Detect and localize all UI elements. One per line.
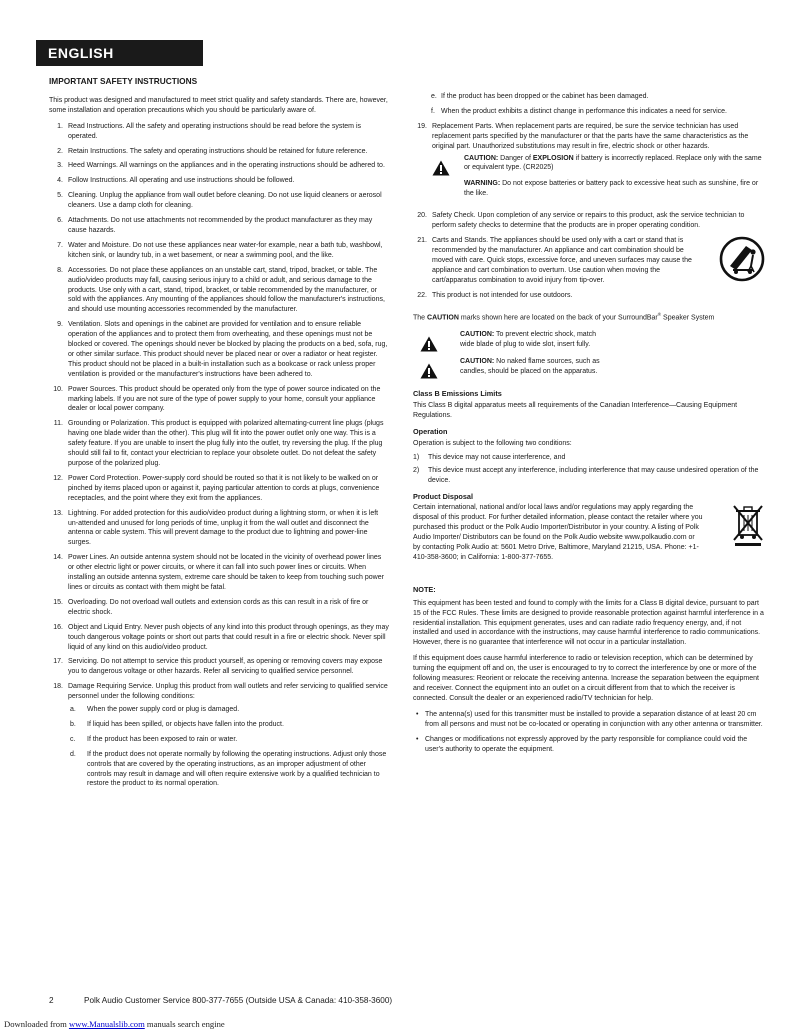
customer-service-line: Polk Audio Customer Service 800-377-7655 (Outside USA & Canada: 410-358-3600)	[84, 996, 393, 1005]
damage-condition: b. If liquid has been spilled, or objects have fallen into the product.	[70, 720, 284, 728]
page-number: 2	[49, 996, 54, 1005]
instruction-item: 10. Power Sources. This product should be operated only from the type of power source indicated on the marking labels. If you are not sure of the type of power supply to your home, consult your appliance dealer or local power company.	[53, 385, 381, 413]
instruction-item: 17. Servicing. Do not attempt to service this product yourself, as opening or removing covers may expose you to dangerous voltage or other hazards. Refer all servicing to qualified service personnel.	[53, 658, 383, 676]
instruction-item: 20. Safety Check. Upon completion of any service or repairs to this product, ask the service technician to perform safety checks to determine that the products are in proper operating condition.	[417, 212, 745, 230]
language-header: ENGLISH	[36, 40, 203, 66]
instruction-item: 6. Attachments. Do not use attachments not recommended by the product manufacturer as they may cause hazards.	[57, 217, 373, 234]
download-banner: Downloaded from www.Manualslib.com manuals search engine	[4, 1019, 225, 1029]
note-bullets	[413, 710, 765, 755]
operation-condition: 2) This device must accept any interference, including interference that may cause undesired operation of the device.	[413, 466, 759, 484]
warning-triangle-icon	[413, 357, 460, 379]
battery-caution: CAUTION: Danger of EXPLOSION if battery is incorrectly replaced. Replace only with the same or equivalent type. (CR2025)	[464, 154, 762, 172]
note-heading: NOTE:	[413, 584, 436, 594]
left-column	[49, 74, 389, 794]
warning-triangle-icon	[413, 330, 460, 352]
damage-conditions-list	[68, 705, 389, 789]
instruction-item: 4. Follow Instructions. All operating and use instructions should be followed.	[57, 177, 295, 185]
instruction-item: 2. Retain Instructions. The safety and operating instructions should be retained for future reference.	[57, 147, 368, 155]
instruction-item: 16. Object and Liquid Entry. Never push objects of any kind into this product through openings, as they may touch dangerous voltage points or short out parts that could result in a fire or electric shock. Never spill liquid of any kind on this audio/video product.	[53, 623, 389, 651]
damage-condition: e. If the product has been dropped or the cabinet has been damaged.	[431, 93, 649, 100]
caution-marks-text: The CAUTION marks shown here are located on the back of your SurroundBar® Speaker System	[413, 312, 715, 322]
damage-conditions-continued	[413, 92, 765, 117]
note-paragraph: If this equipment does cause harmful interference to radio or television reception, which can be determined by turning the equipment off and on, the user is encouraged to try to correct the interference by one or more of the following measures: Reorient or relocate the receiving antenna. Increase the separation between the equipment and receiver. Connect the equipment into an outlet on a circuit different from that to which the receiver is connected. Consult the dealer or an experienced radio/TV technician for help.	[413, 655, 759, 702]
note-bullet: • The antenna(s) used for this transmitter must be installed to provide a separation distance of at least 20 cm from all persons and must not be co-located or operating in conjunction with any other antenna or transmitter.	[416, 710, 763, 728]
operation-conditions	[413, 453, 765, 486]
crossed-bin-icon	[703, 503, 765, 547]
warning-triangle-icon	[432, 154, 464, 176]
instruction-item: 18. Damage Requiring Service. Unplug this product from wall outlets and refer servicing to qualified service personnel under the following conditions: a. When the power supply cord or plug is damaged. b. If liquid has been spilled, or objects have fallen into the product. c. If the product has been exposed to rain or water. d. If the product does not operate normally by following the operating instructions. Adjust only those controls that are covered by the operating instructions, as an improper adjustment of other controls may result in damage and will often require extensive work by a qualified technician to restore the product to its normal operation.	[53, 683, 388, 788]
operation-intro: Operation is subject to the following two conditions:	[413, 439, 572, 447]
page-heading: IMPORTANT SAFETY INSTRUCTIONS	[49, 76, 198, 86]
class-b-text: This Class B digital apparatus meets all requirements of the Canadian Interference—Causing Equipment Regulations.	[413, 402, 738, 420]
intro-paragraph: This product was designed and manufactured to meet strict quality and safety standards. There are, however, some installation and operation precautions which you should be particularly aware of.	[49, 96, 388, 114]
right-column	[413, 92, 765, 759]
disposal-text: Certain international, national and/or local laws and/or regulations may apply regarding the disposal of this product. For further detailed information, please contact the retailer where you purchased this product or the Polk Audio Importer/Distributor in your country. A listing of Polk Audio Importer/ Distributors can be found on the Polk Audio website www.polkaudio.com or by contacting Polk Audio at: 5601 Metro Drive, Baltimore, Maryland 21215, USA. Phone: +1-410-358-3600; in California: 1-800-377-7655.	[413, 504, 703, 561]
instruction-list-continued	[413, 122, 765, 301]
battery-warning: WARNING: Do not expose batteries or battery pack to excessive heat such as sunshine, fire or the like.	[464, 180, 759, 198]
instruction-item: 19. Replacement Parts. When replacement parts are required, be sure the service technician has used replacement parts specified by the manufacturer or that the parts have the same characteristics as the original part. Unauthorized substitutions may result in fire, electric shock or other hazards. CAUTION: Danger of EXPLOSION if battery is incorrectly replaced. Replace only with the same or equivalent type. (CR2025) WARNING: Do not expose batteries or battery pack to excessive heat such as sunshine, fire or the like.	[413, 122, 765, 205]
note-paragraph: This equipment has been tested and found to comply with the limits for a Class B digital device, pursuant to part 15 of the FCC Rules. These limits are designed to provide reasonable protection against harmful interference in a residential installation. This equipment generates, uses and can radiate radio frequency energy, and, if not installed and used in accordance with the instructions, may cause harmful interference to radio communications. However, there is no guarantee that interference will not occur in a particular installation.	[413, 599, 764, 647]
shock-caution: CAUTION: To prevent electric shock, match wide blade of plug to wide slot, insert fully.	[460, 330, 597, 348]
note-bullet: • Changes or modifications not expressly approved by the party responsible for compliance could void the user's authority to operate the equipment.	[416, 735, 748, 753]
instruction-item: 13. Lightning. For added protection for this audio/video product during a lightning storm, or when it is left un-attended and unused for long periods of time, unplug it from the wall outlet and disconnect the antenna or cable system. This will prevent damage to the product due to lightning and power-line surges.	[53, 509, 379, 547]
instruction-item: 15. Overloading. Do not overload wall outlets and extension cords as this can result in a risk of fire or electric shock.	[53, 598, 369, 616]
instruction-item: 9. Ventilation. Slots and openings in the cabinet are provided for ventilation and to ensure reliable operation of the appliances and to protect them from overheating, and these openings must not be blocked or covered. The openings should never be blocked by placing the products on a bed, sofa, rug, or other similar surface. This product should never be placed near or over a radiator or heat register. This product should not be placed in a built-in installation such as a bookcase or rack unless proper ventilation is provided or the manufacturer's instructions have been adhered to.	[57, 321, 388, 378]
instruction-item: 5. Cleaning. Unplug the appliance from wall outlet before cleaning. Do not use liquid cleaners or aerosol cleaners. Use a damp cloth for cleaning.	[57, 192, 382, 210]
damage-condition: f. When the product exhibits a distinct change in performance this indicates a need for service.	[431, 107, 727, 115]
disposal-heading: Product Disposal	[413, 491, 474, 501]
instruction-item: 7. Water and Moisture. Do not use these appliances near water-for example, near a bath tub, washbowl, kitchen sink, or laundry tub, in a wet basement, or near a swimming pool, and the like.	[57, 241, 383, 259]
instruction-item: 21. Carts and Stands. The appliances should be used only with a cart or stand that is recommended by the manufacturer. An appliance and cart combination should be moved with care. Quick stops, excessive force, and uneven surfaces may cause the appliance and cart combination to overturn. Use caution when moving the cart/apparatus combination to avoid injury from tip-over.	[413, 236, 765, 286]
instruction-item: 22. This product is not intended for use outdoors.	[417, 291, 573, 299]
instruction-item: 12. Power Cord Protection. Power-supply cord should be routed so that it is not likely to be walked on or pinched by items placed upon or against it, paying particular attention to cords at plugs, convenience receptacles, and the point where they exit from the appliances.	[53, 474, 380, 502]
battery-warning-block	[432, 154, 765, 206]
flame-caution-block	[413, 357, 765, 383]
operation-condition: 1) This device may not cause interference, and	[413, 453, 566, 461]
instruction-item: 1. Read Instructions. All the safety and operating instructions should be read before the system is operated.	[57, 122, 361, 140]
class-b-heading: Class B Emissions Limits	[413, 389, 502, 399]
manualslib-link[interactable]: www.Manualslib.com	[68, 1019, 145, 1029]
operation-heading: Operation	[413, 426, 448, 436]
damage-condition: c. If the product has been exposed to rain or water.	[70, 735, 238, 743]
damage-condition: a. When the power supply cord or plug is damaged.	[70, 706, 240, 714]
cart-tipover-icon	[703, 236, 765, 282]
instruction-list	[49, 122, 389, 790]
shock-caution-block	[413, 330, 765, 356]
instruction-item: 3. Heed Warnings. All warnings on the appliances and in the operating instructions should be adhered to.	[57, 162, 385, 170]
instruction-item: 11. Grounding or Polarization. This product is equipped with polarized alternating-current line plugs (plugs having one blade wider than the other). This plug will fit into the power outlet only one way. This is a safety feature. If you are unable to insert the plug fully into the outlet, try reversing the plug. If the plug should still fail to fit, contact your electrician to replace your obsolete outlet. Do not defeat the safety purpose of the polarized plug.	[53, 420, 384, 467]
instruction-item: 14. Power Lines. An outside antenna system should not be located in the vicinity of overhead power lines or other electric light or power circuits, or where it can fall into such power lines or circuits. When installing an outside antenna system, extreme care should be taken to keep from touching such power lines or circuits as contact with them might be fatal.	[53, 554, 384, 591]
instruction-item: 8. Accessories. Do not place these appliances on an unstable cart, stand, tripod, bracket, or table. The audio/video products may fall, causing serious injury to a child or adult, and serious damage to the products. Use only with a cart, stand, tripod, bracket, or table recommended by the manufacturer, or sold with the appliances. Any mounting of the appliances should follow the manufacturer's instructions, and should use mounting accessories recommended by the manufacturer.	[57, 266, 385, 314]
page-footer	[49, 996, 392, 1005]
damage-condition: d. If the product does not operate normally by following the operating instructions. Adjust only those controls that are covered by the operating instructions, as an improper adjustment of other controls may result in damage and will often require extensive work by a qualified technician to restore the product to its normal operation.	[70, 750, 387, 788]
flame-caution: CAUTION: No naked flame sources, such as candles, should be placed on the apparatus.	[460, 358, 600, 376]
